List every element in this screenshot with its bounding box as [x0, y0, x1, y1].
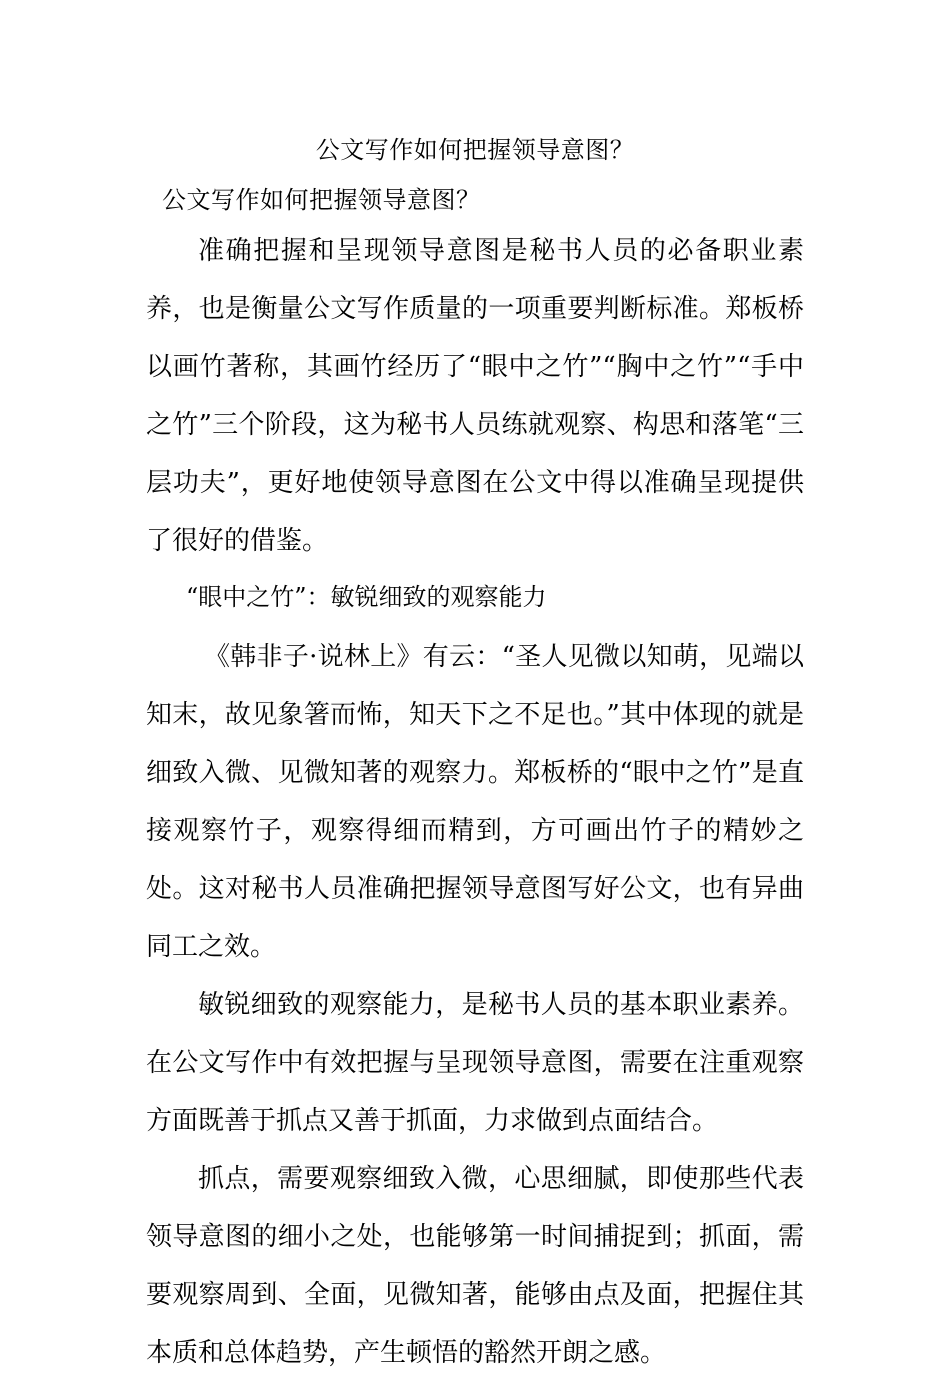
paragraph-quote: 《韩非子·说林上》有云：“圣人见微以知萌，见端以知末，故见象箸而怖，知天下之不足也。”其中体现的就是细致入微、见微知著的观察力。郑板桥的“眼中之竹”是直接观察竹子，观察得细而精到，方可画出竹子的精妙之处。这对秘书人员准确把握领导意图写好公文，也有异曲同工之效。	[146, 642, 804, 962]
document-subtitle: 公文写作如何把握领导意图？	[162, 186, 481, 214]
paragraph-observation: 敏锐细致的观察能力，是秘书人员的基本职业素养。在公文写作中有效把握与呈现领导意图，需要在注重观察方面既善于抓点又善于抓面，力求做到点面结合。	[146, 990, 804, 1136]
paragraph-intro: 准确把握和呈现领导意图是秘书人员的必备职业素养，也是衡量公文写作质量的一项重要判断标准。郑板桥以画竹著称，其画竹经历了“眼中之竹”“胸中之竹”“手中之竹”三个阶段，这为秘书人员练就观察、构思和落笔“三层功夫”，更好地使领导意图在公文中得以准确呈现提供了很好的借鉴。	[146, 236, 804, 556]
section-heading: “眼中之竹”：敏锐细致的观察能力	[186, 583, 547, 611]
document-body	[146, 222, 804, 1382]
paragraph-points: 抓点，需要观察细致入微，心思细腻，即使那些代表领导意图的细小之处，也能够第一时间捕捉到；抓面，需要观察周到、全面，见微知著，能够由点及面，把握住其本质和总体趋势，产生顿悟的豁然开朗之感。	[146, 1164, 804, 1368]
document-title: 公文写作如何把握领导意图？	[315, 136, 635, 164]
